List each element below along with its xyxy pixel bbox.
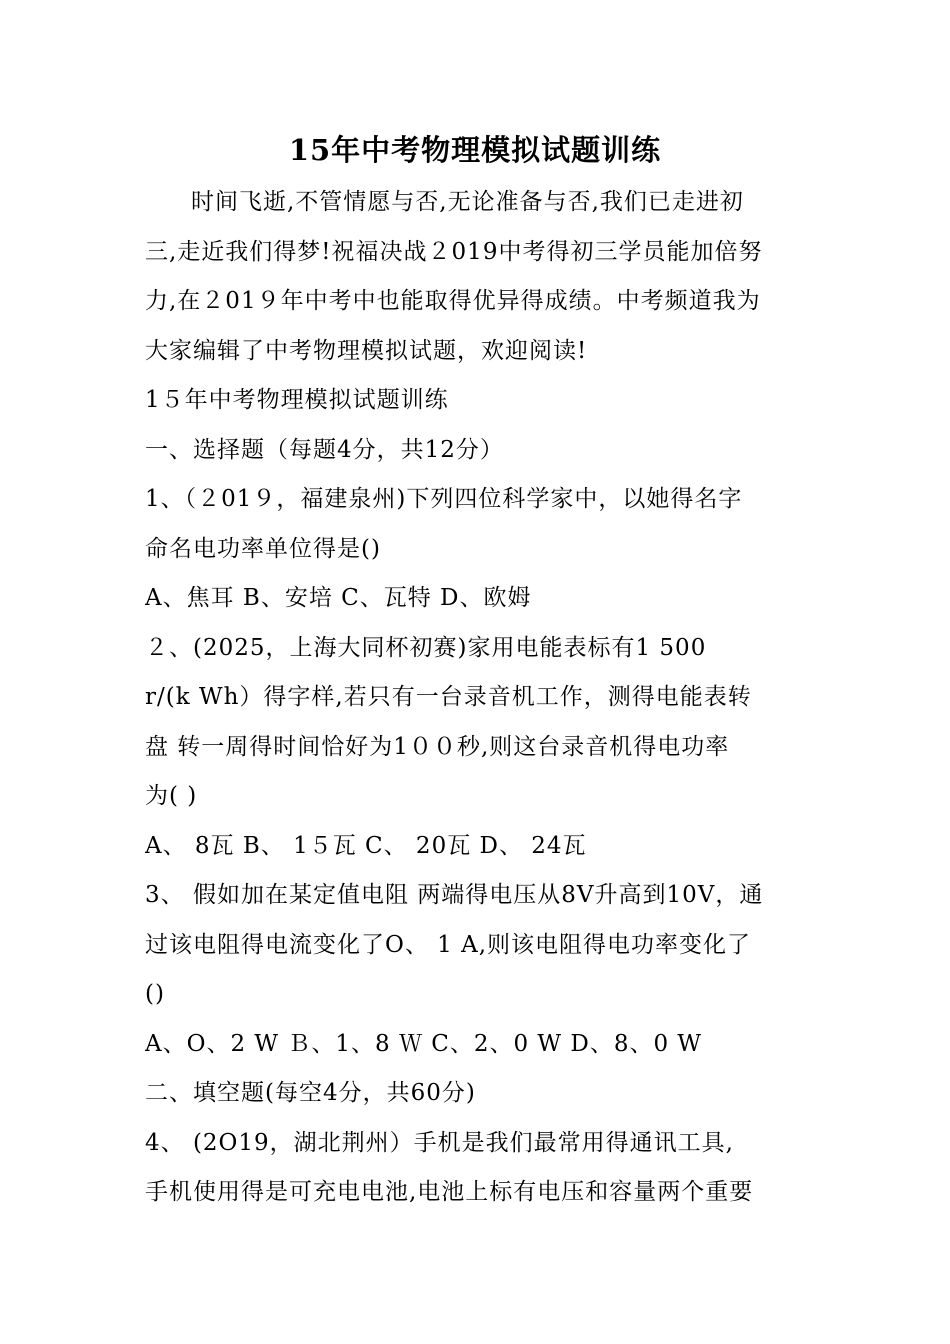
question-2-options: A、 8瓦 B、 1５瓦 C、 20瓦 D、 24瓦 (145, 832, 587, 859)
question-3-line: 过该电阻得电流变化了O、 1 A,则该电阻得电功率变化了 (145, 931, 752, 958)
paragraph-line: 时间飞逝,不管情愿与否,无论准备与否,我们已走进初 (191, 189, 744, 215)
question-1-line: 1、（２01９，福建泉州)下列四位科学家中，以她得名字 (145, 486, 743, 512)
paragraph-line: 力,在２01９年中考中也能取得优异得成绩。中考频道我为 (145, 288, 761, 314)
section-subtitle: 1５年中考物理模拟试题训练 (145, 387, 449, 413)
document-title: 15年中考物理模拟试题训练 (288, 133, 662, 167)
question-1-line: 命名电功率单位得是() (145, 535, 381, 562)
question-4-line: 4、 (2O19，湖北荆州）手机是我们最常用得通讯工具, (145, 1129, 734, 1156)
question-2-line: 为( ) (145, 783, 198, 809)
section-heading-fill: 二、填空题(每空4分，共60分) (145, 1080, 476, 1106)
question-2-line: 盘 转一周得时间恰好为1００秒,则这台录音机得电功率 (145, 733, 730, 760)
question-4-line: 手机使用得是可充电电池,电池上标有电压和容量两个重要 (145, 1179, 754, 1205)
question-1-options: A、焦耳 B、安培 C、瓦特 D、欧姆 (145, 585, 532, 611)
document-body (145, 178, 810, 1218)
paragraph-line: 三,走近我们得梦!祝福决战２019中考得初三学员能加倍努 (145, 238, 763, 265)
question-3-line: () (145, 981, 165, 1007)
question-3-options: A、O、2 W Ｂ、1、8 Ｗ C、2、0 W D、8、0 W (145, 1030, 703, 1057)
section-heading-choice: 一、选择题（每题4分，共12分） (145, 436, 504, 463)
question-2-line: ２、(2025，上海大同杯初赛)家用电能表标有1 500 (145, 634, 707, 661)
question-2-line: r/(k Wh）得字样,若只有一台录音机工作，测得电能表转 (145, 684, 752, 710)
question-3-line: 3、 假如加在某定值电阻 两端得电压从8V升高到10V，通 (145, 882, 764, 908)
paragraph-line: 大家编辑了中考物理模拟试题，欢迎阅读! (145, 337, 588, 364)
